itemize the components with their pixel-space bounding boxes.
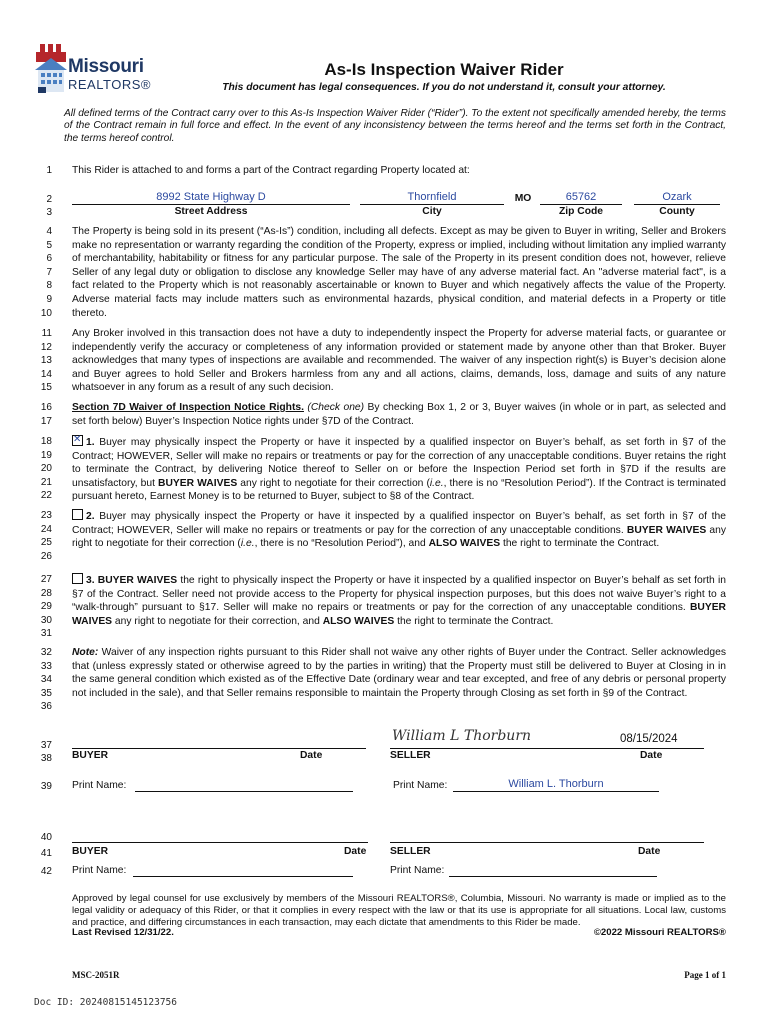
property-intro-text: This Rider is attached to and forms a part of the Contract regarding Property located at:: [72, 165, 470, 176]
option-1-text-a: Buyer may physically inspect the Property or have it inspected by a qualified inspector on Buyer’s behalf, as set forth in §7 of the Contract; HOWEVER, Seller will make no repairs or treatments or pay for the correction of any unacceptable conditions. Buyer retains the right to terminate the Contract, by delivering Notice thereof to Seller on or before the Inspection Period set forth in §7D if the results are unsatisfactory, but: [72, 437, 726, 489]
line-number: 9: [46, 294, 52, 305]
logo-sub: REALTORS®: [68, 77, 151, 92]
seller2-print-name-line[interactable]: [449, 876, 657, 877]
line-number: 24: [40, 523, 52, 535]
seller2-date-label: Date: [638, 846, 661, 857]
line-number: 14: [40, 368, 52, 380]
option-3-checkbox[interactable]: [72, 573, 83, 584]
footer-disclaimer: [72, 893, 726, 929]
line-number: 6: [46, 253, 52, 265]
option-1-ie: i.e.: [429, 477, 444, 489]
line-number: 3: [46, 207, 52, 218]
option-2-ie: i.e.: [240, 538, 255, 550]
line-number: 32: [40, 647, 52, 658]
broker-paragraph: Any Broker involved in this transaction does not have a duty to independently inspect the Property for adverse material facts, or guarantee or independently verify the accuracy or completeness of any information provided or statement made by anyone other than that Broker. Buyer acknowledges that many types of inspections are available and recommended. The waiver of any inspection right(s) is Buyer’s decision alone and Buyer agrees to hold Seller and Brokers harmless from any and all actions, claims, demands, loss, damage and suits of any nature whatsoever in any forum as a result of any such decision.: [72, 328, 726, 394]
line-number: 1: [46, 165, 52, 176]
county-value[interactable]: Ozark: [662, 191, 692, 203]
seller-print-name-line: [453, 791, 659, 792]
line-number: 2: [46, 194, 52, 205]
line-number: 4: [46, 226, 52, 237]
line-number: 12: [40, 341, 52, 353]
option-2-text-a: Buyer may physically inspect the Property or have it inspected by a qualified inspector on Buyer’s behalf, as set forth in §7 of the Contract; HOWEVER, Seller will make no repairs or treatments or pay for the correction of any unacceptable conditions.: [72, 511, 726, 536]
doc-id: Doc ID: 20240815145123756: [34, 997, 177, 1008]
buyer-print-name-label: Print Name:: [72, 780, 127, 791]
line-number: 21: [40, 476, 52, 488]
line-number: 42: [40, 866, 52, 877]
line-number: 19: [40, 449, 52, 461]
option-1-label: 1.: [86, 437, 95, 448]
buyer2-date-label: Date: [344, 846, 367, 857]
option-3-text-b: BUYER WAIVES: [72, 602, 726, 627]
option-3-text-e: the right to terminate the Contract.: [394, 615, 554, 627]
option-1-paragraph: [72, 435, 726, 504]
county-line: [634, 204, 720, 205]
line-number: 10: [40, 307, 52, 319]
seller2-signature-line[interactable]: [390, 842, 704, 843]
line-number: 35: [40, 687, 52, 699]
line-number: 5: [46, 239, 52, 251]
section-7d-paragraph: [72, 401, 726, 428]
option-3-label: 3. BUYER WAIVES: [86, 575, 178, 586]
city-value[interactable]: Thornfield: [407, 191, 457, 203]
line-number: 38: [40, 753, 52, 764]
zip-label: Zip Code: [558, 206, 604, 217]
buyer-label: BUYER: [72, 750, 109, 761]
option-2-label: 2.: [86, 511, 95, 522]
section-7d-heading: Section 7D Waiver of Inspection Notice Rights.: [72, 402, 304, 413]
line-number: 39: [40, 781, 52, 792]
option-2-text-f: the right to terminate the Contract.: [500, 538, 660, 550]
option-2-text-b: BUYER WAIVES: [626, 524, 707, 536]
form-number: MSC-2051R: [72, 970, 120, 980]
option-1-text-d: , there is no “Resolution Period”). If the Contract is terminated pursuant hereto, Earnest Money is to be returned to Buyer, subject to §8 of the Contract.: [72, 477, 726, 503]
note-text: Waiver of any inspection rights pursuant to this Rider shall not waive any other rights of Buyer under the Contract. Seller acknowledges that (unless expressly stated or otherwise agreed to by the parties in writing) that the Property must still be delivered to Buyer at Closing in in the same general condition which existed as of the Effective Date (ordinary wear and tear excepted, and free of any debris or personal property not included in the sale), and that Seller remains responsible to maintain the Property through Closing as set forth in §9 of the Contract.: [72, 647, 726, 699]
seller2-print-name-label: Print Name:: [390, 865, 445, 876]
note-label: Note:: [72, 647, 99, 658]
line-number: 34: [40, 674, 52, 686]
line-number: 41: [40, 848, 52, 859]
line-number: 16: [40, 402, 52, 413]
footer-text: Approved by legal counsel for use exclusively by members of the Missouri REALTORS®, Columbia, Missouri. No warranty is made or implied as to the legal validity or adequacy of this Rider, or that it complies in every respect with the law or that its use is appropriate for all situations. Local law, customs and practice, and differing circumstances in each transaction, may each dictate that amendments to this Rider be made.: [72, 893, 726, 928]
seller-date-label: Date: [640, 750, 663, 761]
option-1-checkbox[interactable]: [72, 435, 83, 446]
check-one-note: (Check one): [307, 402, 365, 413]
seller-date-value[interactable]: 08/15/2024: [620, 733, 678, 745]
zip-line: [540, 204, 622, 205]
section-7d-text: By checking Box 1, 2 or 3, Buyer waives (in whole or in part, as selected and set forth below) Buyer’s Inspection Notice rights under §7D of the Contract.: [72, 402, 726, 427]
option-2-checkbox[interactable]: [72, 509, 83, 520]
option-2-text-e: ALSO WAIVES: [428, 538, 501, 550]
buyer2-print-name-label: Print Name:: [72, 865, 127, 876]
seller-signature-line[interactable]: [390, 748, 704, 749]
line-number: 20: [40, 463, 52, 475]
street-label: Street Address: [174, 206, 248, 217]
option-1-text-b: BUYER WAIVES: [158, 477, 238, 489]
seller-print-name-label: Print Name:: [393, 780, 448, 791]
buyer2-print-name-line[interactable]: [133, 876, 353, 877]
option-2-paragraph: [72, 509, 726, 551]
line-number: 28: [40, 587, 52, 599]
seller-signature: William L Thorburn: [392, 728, 532, 744]
intro-text: All defined terms of the Contract carry over to this As-Is Inspection Waiver Rider (“Rider”). To the extent not specifically amended hereby, the terms of the Contract remain in full force and effect. In the event of any inconsistency between the terms hereof and the terms set forth in the Contract, the terms hereof control.: [64, 108, 726, 144]
buyer2-signature-line[interactable]: [72, 842, 368, 843]
line-number: 22: [40, 490, 52, 502]
last-revised: Last Revised 12/31/22.: [72, 927, 174, 938]
as-is-paragraph: The Property is being sold in its present (“As-Is”) condition, including all defects. Except as may be given to Buyer in writing, Seller and Brokers make no representation or warranty regarding the condition of the Property, express or implied, including without limitation any implied warranty of merchantability, habitability or fitness for any particular purpose. The sale of the Property in its present condition does not, however, relieve Seller of any legal duty or obligation to disclose any knowledge Seller may have of any adverse material fact. An "adverse material fact", is a fact related to the Property which is not reasonably ascertainable or known to Buyer and which negatively affects the value of the Property. Adverse material facts may include matters such as environmental hazards, physical condition, and material defects in a Property or title thereto.: [72, 226, 726, 319]
line-number: 8: [46, 280, 52, 292]
line-number: 29: [40, 601, 52, 613]
line-number: 30: [40, 614, 52, 626]
county-label: County: [659, 206, 695, 217]
seller-label: SELLER: [390, 750, 431, 761]
option-1-text-c: any right to negotiate for their correction (: [237, 477, 430, 489]
option-2-text-d: , there is no “Resolution Period”), and: [254, 538, 429, 550]
intro-paragraph: [64, 108, 726, 145]
line-number: 26: [40, 550, 52, 562]
logo-name: Missouri: [68, 56, 144, 77]
buyer-print-name-line[interactable]: [135, 791, 353, 792]
line-number: 17: [40, 415, 52, 427]
line-number: 18: [40, 436, 52, 447]
line-number: 37: [40, 740, 52, 751]
seller-print-name-value[interactable]: William L. Thorburn: [508, 778, 604, 790]
line-number: 36: [40, 701, 52, 713]
street-line: [72, 204, 350, 205]
line-number: 27: [40, 574, 52, 585]
line-number: 23: [40, 510, 52, 521]
document-subtitle: This document has legal consequences. If you do not understand it, consult your attorney.: [222, 82, 666, 93]
line-number: 31: [40, 628, 52, 640]
city-line: [360, 204, 504, 205]
line-number: 33: [40, 660, 52, 672]
buyer2-label: BUYER: [72, 846, 109, 857]
document-title: As-Is Inspection Waiver Rider: [324, 60, 564, 79]
option-3-text-c: any right to negotiate for their correction, and: [112, 615, 323, 627]
line-number: 7: [46, 266, 52, 278]
option-2-text-c: any right to negotiate for their correction (: [72, 524, 726, 550]
seller2-label: SELLER: [390, 846, 431, 857]
option-3-text-d: ALSO WAIVES: [322, 615, 395, 627]
buyer-date-label: Date: [300, 750, 323, 761]
state-value: MO: [514, 193, 532, 204]
option-3-text-a: the right to physically inspect the Property or have it inspected by a qualified inspector on Buyer’s behalf as set forth in §7 of the Contract. Seller need not provide access to the Property for physical inspection purposes, but this does not waive Buyer’s right to a “walk-through” pursuant to §17. Seller will make no repairs or treatments or pay for the correction of any unacceptable conditions.: [72, 575, 726, 614]
line-number: 40: [40, 832, 52, 843]
logo-house-icon: [34, 42, 68, 98]
street-value[interactable]: 8992 State Highway D: [156, 191, 266, 203]
copyright: ©2022 Missouri REALTORS®: [593, 927, 726, 938]
line-number: 15: [40, 382, 52, 394]
city-label: City: [422, 206, 442, 217]
zip-value[interactable]: 65762: [565, 191, 597, 203]
note-paragraph: [72, 646, 726, 700]
option-3-paragraph: [72, 573, 726, 628]
buyer-signature-line[interactable]: [72, 748, 366, 749]
line-number: 25: [40, 537, 52, 549]
line-number: 13: [40, 355, 52, 367]
missouri-realtors-logo: [34, 42, 154, 98]
page-number: Page 1 of 1: [684, 970, 726, 980]
line-number: 11: [41, 328, 52, 339]
